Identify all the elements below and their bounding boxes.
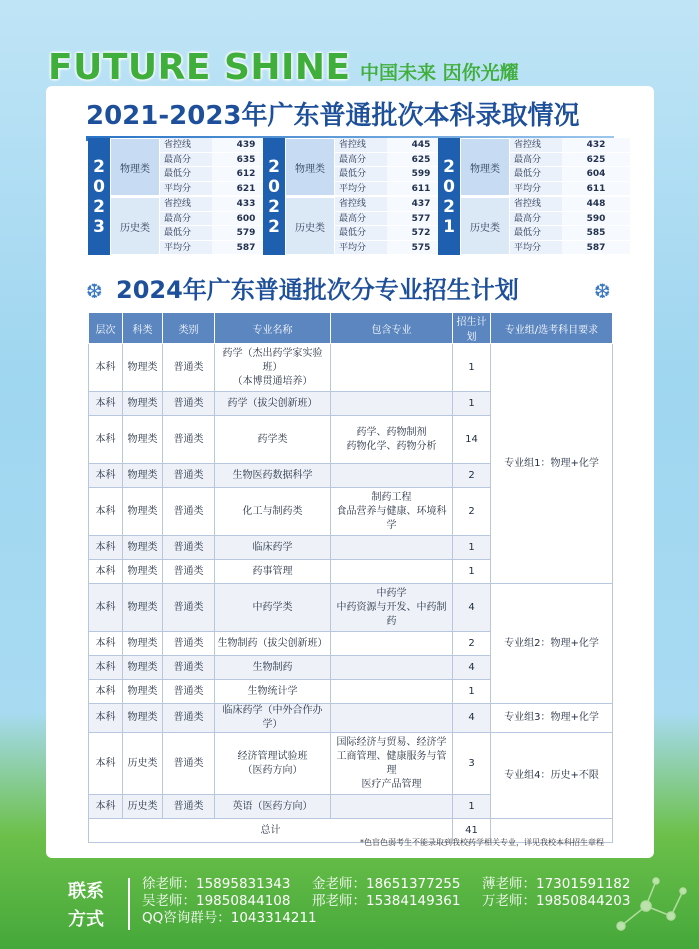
table-cell bbox=[331, 704, 453, 733]
year-digit: 2 bbox=[443, 196, 455, 217]
score-key: 省控线 bbox=[510, 138, 562, 153]
contact-line bbox=[142, 893, 630, 910]
category-label: 物理类 bbox=[460, 138, 510, 196]
year-digit: 0 bbox=[443, 176, 455, 197]
year-digit: 2 bbox=[268, 156, 280, 177]
table-cell: 本科 bbox=[89, 656, 123, 680]
table-cell: 历史类 bbox=[123, 733, 163, 795]
score-key: 最高分 bbox=[335, 212, 387, 227]
column-header: 包含专业 bbox=[331, 313, 453, 344]
year-digit: 2 bbox=[268, 196, 280, 217]
table-cell: 普通类 bbox=[163, 464, 215, 488]
category-label: 物理类 bbox=[110, 138, 160, 196]
table-cell: 本科 bbox=[89, 416, 123, 464]
table-cell: 中药学类 bbox=[215, 584, 331, 632]
score-key: 最低分 bbox=[335, 226, 387, 241]
table-cell: 生物制药（拔尖创新班） bbox=[215, 632, 331, 656]
contact-label-line: 方式 bbox=[68, 909, 104, 930]
year-digit: 2 bbox=[443, 156, 455, 177]
score-row bbox=[510, 167, 630, 182]
score-key: 最低分 bbox=[335, 167, 387, 182]
contact-item: 万老师：19850844203 bbox=[482, 893, 631, 909]
score-key: 最高分 bbox=[160, 212, 212, 227]
score-value: 445 bbox=[387, 138, 455, 153]
score-value: 590 bbox=[562, 212, 630, 227]
score-row bbox=[335, 197, 455, 212]
score-value: 635 bbox=[212, 153, 280, 168]
contact-list bbox=[142, 876, 630, 927]
score-row bbox=[335, 212, 455, 227]
table-cell: 化工与制药类 bbox=[215, 488, 331, 536]
score-key: 省控线 bbox=[160, 197, 212, 212]
table-cell: 中药学 中药资源与开发、中药制药 bbox=[331, 584, 453, 632]
year-block-2021 bbox=[438, 138, 613, 255]
score-row bbox=[160, 226, 280, 241]
table-cell: 本科 bbox=[89, 560, 123, 584]
score-row bbox=[335, 167, 455, 182]
snowflake-icon: ❆ bbox=[594, 279, 611, 303]
column-header: 专业名称 bbox=[215, 313, 331, 344]
contact-item: 吴老师：19850844108 bbox=[142, 893, 291, 909]
score-row bbox=[510, 182, 630, 197]
score-value: 600 bbox=[212, 212, 280, 227]
table-cell: 药学、药物制剂 药物化学、药物分析 bbox=[331, 416, 453, 464]
table-cell bbox=[331, 464, 453, 488]
year-label bbox=[438, 138, 460, 255]
score-key: 平均分 bbox=[160, 182, 212, 197]
table-cell: 普通类 bbox=[163, 704, 215, 733]
table-cell bbox=[331, 392, 453, 416]
snowflake-icon: ❆ bbox=[86, 279, 103, 303]
table-cell: 物理类 bbox=[123, 560, 163, 584]
score-key: 最低分 bbox=[160, 226, 212, 241]
table-cell: 普通类 bbox=[163, 416, 215, 464]
contact-item: 金老师：18651377255 bbox=[312, 876, 461, 892]
table-cell bbox=[331, 795, 453, 819]
table-cell bbox=[331, 680, 453, 704]
table-cell: 1 bbox=[453, 392, 491, 416]
score-key: 省控线 bbox=[335, 197, 387, 212]
column-header: 类别 bbox=[163, 313, 215, 344]
table-cell: 本科 bbox=[89, 733, 123, 795]
year-label bbox=[88, 138, 110, 255]
table-cell: 1 bbox=[453, 344, 491, 392]
year-label bbox=[263, 138, 285, 255]
table-cell: 物理类 bbox=[123, 536, 163, 560]
table-cell: 4 bbox=[453, 584, 491, 632]
score-key: 最高分 bbox=[335, 153, 387, 168]
table-cell: 生物统计学 bbox=[215, 680, 331, 704]
table-cell: 临床药学 bbox=[215, 536, 331, 560]
year-digit: 0 bbox=[268, 176, 280, 197]
table-cell: 1 bbox=[453, 795, 491, 819]
score-value: 437 bbox=[387, 197, 455, 212]
history-title: 2021-2023年广东普通批次本科录取情况 bbox=[86, 101, 580, 131]
table-cell bbox=[331, 344, 453, 392]
table-row bbox=[89, 344, 613, 392]
table-cell: 普通类 bbox=[163, 733, 215, 795]
score-key: 省控线 bbox=[335, 138, 387, 153]
table-cell: 物理类 bbox=[123, 656, 163, 680]
score-row bbox=[160, 167, 280, 182]
contact-item: 薄老师：17301591182 bbox=[482, 876, 631, 892]
contact-line bbox=[142, 910, 630, 927]
table-cell: 2 bbox=[453, 632, 491, 656]
score-row bbox=[510, 212, 630, 227]
table-cell: 2 bbox=[453, 464, 491, 488]
score-row bbox=[510, 197, 630, 212]
table-cell: 14 bbox=[453, 416, 491, 464]
table-cell: 物理类 bbox=[123, 416, 163, 464]
table-cell: 历史类 bbox=[123, 795, 163, 819]
table-cell: 本科 bbox=[89, 464, 123, 488]
table-cell: 本科 bbox=[89, 344, 123, 392]
score-key: 平均分 bbox=[160, 241, 212, 256]
score-key: 省控线 bbox=[160, 138, 212, 153]
table-cell: 2 bbox=[453, 488, 491, 536]
table-cell: 普通类 bbox=[163, 632, 215, 656]
table-cell: 药事管理 bbox=[215, 560, 331, 584]
score-value: 611 bbox=[562, 182, 630, 197]
table-cell: 药学类 bbox=[215, 416, 331, 464]
table-cell: 本科 bbox=[89, 536, 123, 560]
table-cell: 普通类 bbox=[163, 488, 215, 536]
brand-slogan: 中国未来 因你光耀 bbox=[360, 62, 519, 84]
year-digit: 1 bbox=[443, 216, 455, 237]
table-cell: 本科 bbox=[89, 392, 123, 416]
table-cell: 本科 bbox=[89, 680, 123, 704]
table-cell bbox=[331, 632, 453, 656]
score-value: 577 bbox=[387, 212, 455, 227]
contact-item: QQ咨询群号：1043314211 bbox=[142, 910, 317, 926]
table-cell: 制药工程 食品营养与健康、环境科学 bbox=[331, 488, 453, 536]
category-label: 历史类 bbox=[110, 197, 160, 255]
score-value: 625 bbox=[387, 153, 455, 168]
table-cell: 本科 bbox=[89, 584, 123, 632]
table-cell: 普通类 bbox=[163, 680, 215, 704]
category-label: 物理类 bbox=[285, 138, 335, 196]
table-cell: 4 bbox=[453, 656, 491, 680]
group-requirement: 专业组4：历史+不限 bbox=[491, 733, 613, 819]
score-value: 587 bbox=[212, 241, 280, 256]
table-cell: 普通类 bbox=[163, 344, 215, 392]
year-digit: 0 bbox=[93, 176, 105, 197]
score-value: 621 bbox=[212, 182, 280, 197]
category-label: 历史类 bbox=[285, 197, 335, 255]
score-key: 最低分 bbox=[510, 167, 562, 182]
table-cell: 普通类 bbox=[163, 584, 215, 632]
score-key: 平均分 bbox=[335, 241, 387, 256]
score-row bbox=[160, 153, 280, 168]
table-cell: 物理类 bbox=[123, 392, 163, 416]
table-cell: 物理类 bbox=[123, 704, 163, 733]
table-cell: 物理类 bbox=[123, 680, 163, 704]
score-key: 平均分 bbox=[335, 182, 387, 197]
table-cell: 4 bbox=[453, 704, 491, 733]
year-block-2023 bbox=[88, 138, 263, 255]
table-cell: 物理类 bbox=[123, 632, 163, 656]
table-cell: 本科 bbox=[89, 795, 123, 819]
table-cell: 本科 bbox=[89, 488, 123, 536]
total-value: 41 bbox=[453, 819, 491, 843]
score-value: 448 bbox=[562, 197, 630, 212]
score-key: 最低分 bbox=[510, 226, 562, 241]
score-row bbox=[335, 153, 455, 168]
table-cell: 本科 bbox=[89, 704, 123, 733]
score-row bbox=[160, 182, 280, 197]
contact-item: 徐老师：15895831343 bbox=[142, 876, 291, 892]
score-value: 575 bbox=[387, 241, 455, 256]
score-key: 平均分 bbox=[510, 241, 562, 256]
score-value: 612 bbox=[212, 167, 280, 182]
table-cell: 药学（杰出药学家实验班） （本博贯通培养） bbox=[215, 344, 331, 392]
table-cell: 普通类 bbox=[163, 795, 215, 819]
score-row bbox=[335, 241, 455, 256]
year-digit: 2 bbox=[93, 196, 105, 217]
column-header: 招生计划 bbox=[453, 313, 491, 344]
score-row bbox=[160, 212, 280, 227]
column-header: 科类 bbox=[123, 313, 163, 344]
score-value: 439 bbox=[212, 138, 280, 153]
score-row bbox=[510, 241, 630, 256]
score-value: 604 bbox=[562, 167, 630, 182]
year-digit: 3 bbox=[93, 216, 105, 237]
table-cell: 生物医药数据科学 bbox=[215, 464, 331, 488]
year-digit: 2 bbox=[268, 216, 280, 237]
brand-logo-text: FUTURE SHINE bbox=[48, 47, 351, 88]
contact-line bbox=[142, 876, 630, 893]
table-cell bbox=[331, 536, 453, 560]
score-key: 平均分 bbox=[510, 182, 562, 197]
score-value: 579 bbox=[212, 226, 280, 241]
score-key: 最低分 bbox=[160, 167, 212, 182]
molecule-icon bbox=[611, 871, 691, 941]
table-cell: 普通类 bbox=[163, 560, 215, 584]
table-cell: 1 bbox=[453, 560, 491, 584]
divider bbox=[128, 878, 130, 930]
score-row bbox=[335, 226, 455, 241]
score-key: 最高分 bbox=[510, 212, 562, 227]
score-key: 最高分 bbox=[510, 153, 562, 168]
table-cell: 物理类 bbox=[123, 464, 163, 488]
plan-table bbox=[88, 312, 613, 843]
plan-title: 2024年广东普通批次分专业招生计划 bbox=[116, 276, 519, 304]
table-cell: 普通类 bbox=[163, 536, 215, 560]
table-cell: 物理类 bbox=[123, 488, 163, 536]
table-cell: 国际经济与贸易、经济学 工商管理、健康服务与管理 医疗产品管理 bbox=[331, 733, 453, 795]
score-row bbox=[510, 226, 630, 241]
score-key: 最高分 bbox=[160, 153, 212, 168]
table-cell: 物理类 bbox=[123, 584, 163, 632]
score-value: 585 bbox=[562, 226, 630, 241]
table-cell: 经济管理试验班 （医药方向） bbox=[215, 733, 331, 795]
table-cell: 英语（医药方向） bbox=[215, 795, 331, 819]
group-requirement: 专业组1：物理+化学 bbox=[491, 344, 613, 584]
group-requirement: 专业组3：物理+化学 bbox=[491, 704, 613, 733]
score-row bbox=[160, 197, 280, 212]
score-value: 625 bbox=[562, 153, 630, 168]
category-label: 历史类 bbox=[460, 197, 510, 255]
table-cell: 物理类 bbox=[123, 344, 163, 392]
contact-label-line: 联系 bbox=[68, 881, 104, 902]
column-header: 层次 bbox=[89, 313, 123, 344]
score-row bbox=[160, 241, 280, 256]
table-cell bbox=[331, 560, 453, 584]
score-row bbox=[160, 138, 280, 153]
table-row bbox=[89, 733, 613, 795]
score-value: 599 bbox=[387, 167, 455, 182]
table-cell: 生物制药 bbox=[215, 656, 331, 680]
score-row bbox=[510, 138, 630, 153]
contact-item: 邢老师：15384149361 bbox=[312, 893, 461, 909]
year-block-2022 bbox=[263, 138, 438, 255]
score-row bbox=[335, 182, 455, 197]
table-cell: 本科 bbox=[89, 632, 123, 656]
score-value: 587 bbox=[562, 241, 630, 256]
footnote: *色盲色弱考生不能录取到我校药学相关专业，详见我校本科招生章程 bbox=[360, 838, 604, 847]
table-cell: 普通类 bbox=[163, 656, 215, 680]
table-cell: 1 bbox=[453, 536, 491, 560]
score-value: 433 bbox=[212, 197, 280, 212]
score-value: 432 bbox=[562, 138, 630, 153]
table-cell bbox=[331, 656, 453, 680]
table-cell: 药学（拔尖创新班） bbox=[215, 392, 331, 416]
score-row bbox=[510, 153, 630, 168]
table-row bbox=[89, 584, 613, 632]
table-cell: 普通类 bbox=[163, 392, 215, 416]
contact-label bbox=[68, 878, 104, 934]
year-digit: 2 bbox=[93, 156, 105, 177]
table-row bbox=[89, 704, 613, 733]
score-key: 省控线 bbox=[510, 197, 562, 212]
score-row bbox=[335, 138, 455, 153]
table-cell: 3 bbox=[453, 733, 491, 795]
group-requirement: 专业组2：物理+化学 bbox=[491, 584, 613, 704]
table-cell: 1 bbox=[453, 680, 491, 704]
score-value: 572 bbox=[387, 226, 455, 241]
column-header: 专业组/选考科目要求 bbox=[491, 313, 613, 344]
table-cell: 临床药学（中外合作办学） bbox=[215, 704, 331, 733]
total-label: 总计 bbox=[89, 819, 453, 843]
score-value: 611 bbox=[387, 182, 455, 197]
